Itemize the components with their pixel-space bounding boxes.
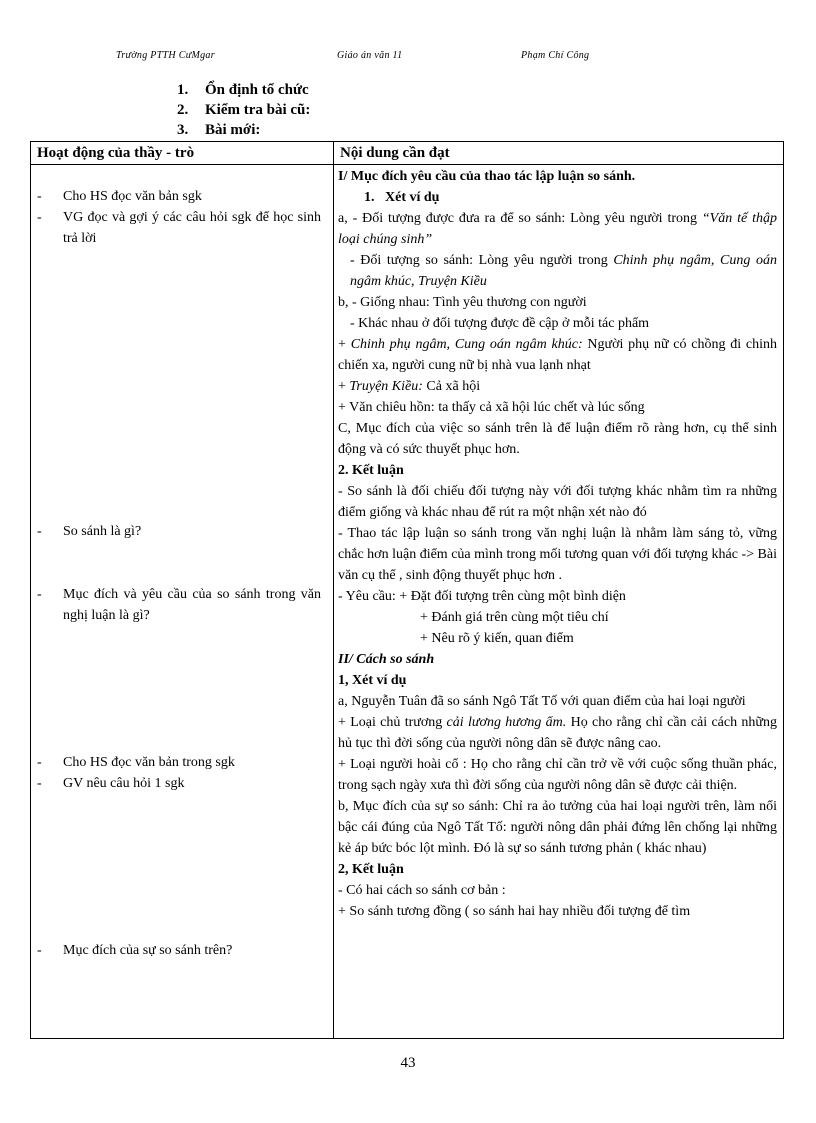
column-header-content: Nội dung cần đạt [334,142,784,165]
paragraph: + Loại chủ trương cải lương hương ẩm. Họ cho rằng chỉ cần cải cách những hủ tục thì đời sống của người nông dân sẽ được nâng cao. [338,715,777,751]
step-number: 3. [177,122,189,138]
step-item [177,100,310,120]
paragraph: + Chinh phụ ngâm, Cung oán ngâm khúc: Người phụ nữ có chồng đi chinh chiến xa, người cung nữ bị nhà vua lạnh nhạt [338,337,778,373]
paragraph: + Văn chiêu hồn: ta thấy cả xã hội lúc chết và lúc sống [338,400,645,415]
activity-item: - Mục đích và yêu cầu của so sánh trong văn nghị luận là gì? [37,587,322,623]
step-label: Bài mới: [205,122,261,138]
activity-item: - So sánh là gì? [37,524,142,539]
activity-item: - VG đọc và gợi ý các câu hỏi sgk để học sinh trả lời [37,210,322,246]
activity-item: - Mục đích của sự so sánh trên? [37,943,233,958]
step-label: Ổn định tổ chức [205,82,309,98]
step-item [177,80,310,100]
paragraph: + Loại người hoài cổ : Họ cho rằng chỉ cần trở về với cuộc sống thuần phác, trong sạch ngày xưa thì đời sống của người nông dân sẽ được cải thiện. [338,757,777,793]
paragraph: + Truyện Kiều: Cả xã hội [338,379,481,394]
step-label: Kiểm tra bài cũ: [205,102,311,118]
header-school: Trường PTTH CưMgar [116,50,215,61]
section-2-example-title: 1, Xét ví dụ [338,673,407,688]
paragraph: C, Mục đích của việc so sánh trên là để luận điểm rõ ràng hơn, cụ thể sinh động và có sức thuyết phục hơn. [338,421,777,457]
step-number: 1. [177,82,189,98]
requirement-line: + Đánh giá trên cùng một tiêu chí [420,610,609,625]
requirement-line: + Nêu rõ ý kiến, quan điểm [420,631,574,646]
paragraph: b, Mục đích của sự so sánh: Chỉ ra ảo tưởng của hai loại người trên, làm nổi bậc cái đúng của Ngô Tất Tố: người nông dân phải đứng lên chống lại những kẻ áp bức bóc lột mình. Đó là sự so sánh tương phản ( khác nhau) [338,799,777,856]
section-1-title: I/ Mục đích yêu cầu của thao tác lập luận so sánh. [338,169,636,184]
column-header-activities: Hoạt động của thầy - trò [31,142,334,165]
step-number: 2. [177,102,189,118]
paragraph: - Đối tượng so sánh: Lòng yêu người trong Chinh phụ ngâm, Cung oán ngâm khúc, Truyện Kiều [350,253,777,289]
paragraph: + So sánh tương đồng ( so sánh hai hay nhiều đối tượng để tìm [338,904,691,919]
paragraph: b, - Giống nhau: Tình yêu thương con người [338,295,587,310]
paragraph: - Khác nhau ở đối tượng được đề cập ở mỗi tác phẩm [350,316,650,331]
activity-item: - GV nêu câu hỏi 1 sgk [37,776,185,791]
content-cell [334,165,784,1039]
paragraph: - Thao tác lập luận so sánh trong văn nghị luận là nhằm làm sáng tỏ, vững chắc hơn luận điểm của mình trong mối tương quan với đối tượng khác -> Bài văn cụ thể , sinh động thuyết phục hơn . [338,526,777,583]
activity-item: - Cho HS đọc văn bản sgk [37,189,202,204]
paragraph: - Có hai cách so sánh cơ bản : [338,883,506,898]
header-subject: Giáo án văn 11 [337,50,403,61]
activity-item: - Cho HS đọc văn bản trong sgk [37,755,235,770]
section-2-title: II/ Cách so sánh [338,652,435,667]
section-1-example-title: 1. Xét ví dụ [364,190,440,205]
lesson-table [30,141,784,1039]
lesson-steps [177,80,310,140]
header-teacher: Phạm Chí Công [521,50,590,61]
step-item [177,120,310,140]
activities-cell [31,165,334,1039]
paragraph: a, - Đối tượng được đưa ra để so sánh: Lòng yêu người trong “Văn tế thập loại chúng sinh” [338,211,777,247]
section-2-conclusion-title: 2, Kết luận [338,862,404,877]
paragraph: a, Nguyễn Tuân đã so sánh Ngô Tất Tố với quan điểm của hai loại người [338,694,746,709]
requirement-line: - Yêu cầu: + Đặt đối tượng trên cùng một bình diện [338,589,626,604]
page-number: 43 [400,1055,416,1071]
paragraph: - So sánh là đối chiếu đối tượng này với đối tượng khác nhằm tìm ra những điểm giống và khác nhau để rút ra một nhận xét nào đó [338,484,777,520]
conclusion-title: 2. Kết luận [338,463,404,478]
